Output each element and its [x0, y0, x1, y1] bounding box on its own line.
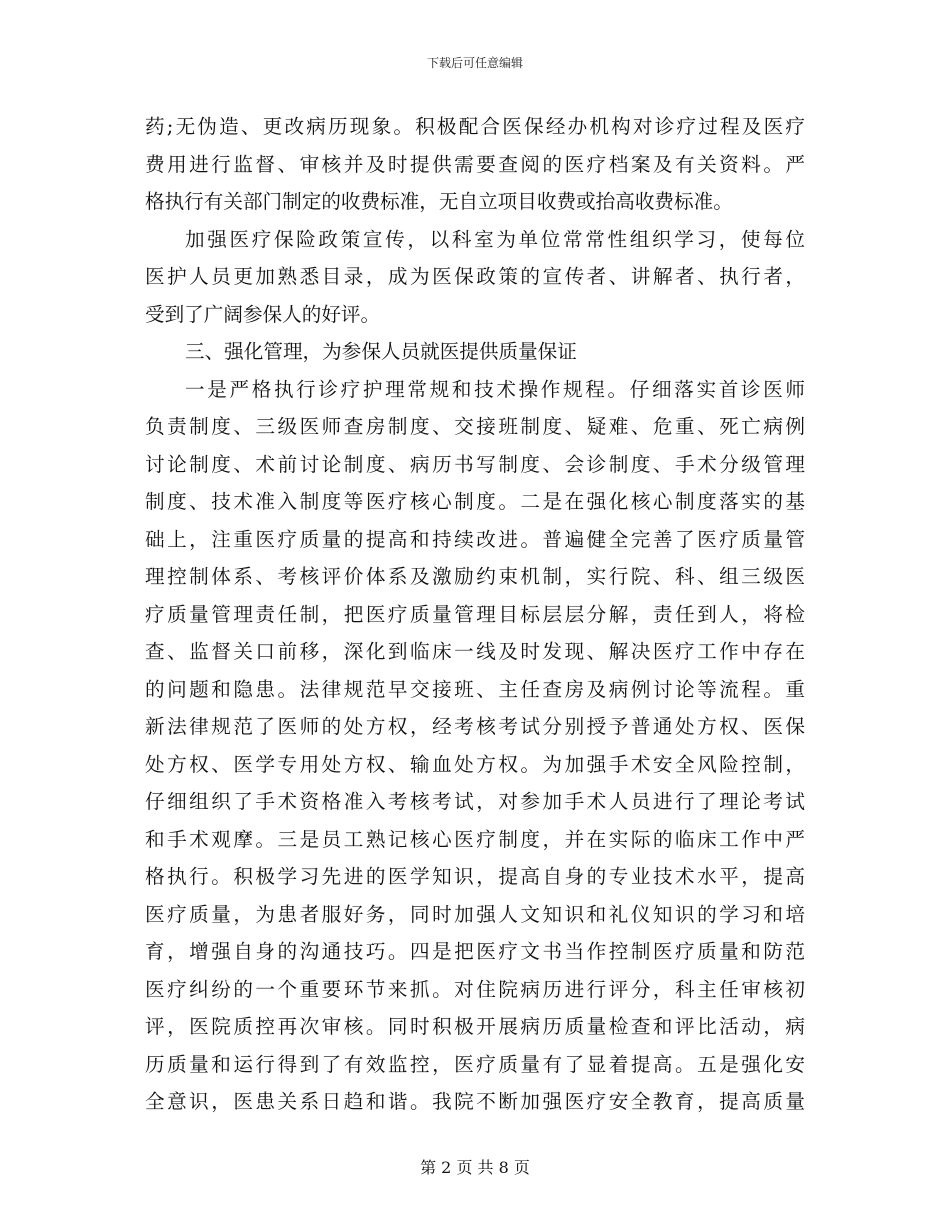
- page-header: 下载后可任意编辑: [426, 56, 523, 70]
- text-line: 加强医疗保险政策宣传，以科室为单位常常性组织学习，使每位: [185, 227, 805, 251]
- page-footer: 第 2 页 共 8 页: [420, 1158, 530, 1177]
- text-line: 育，增强自身的沟通技巧。四是把医疗文书当作控制医疗质量和防范: [145, 940, 805, 963]
- text-line: 制度、技术准入制度等医疗核心制度。二是在强化核心制度落实的基: [145, 490, 805, 513]
- text-line: 和手术观摩。三是员工熟记核心医疗制度，并在实际的临床工作中严: [145, 827, 805, 851]
- text-line: 医疗纠纷的一个重要环节来抓。对住院病历进行评分，科主任审核初: [145, 977, 805, 1001]
- text-line: 费用进行监督、审核并及时提供需要查阅的医疗档案及有关资料。严: [145, 152, 805, 176]
- text-line: 一是严格执行诊疗护理常规和技术操作规程。仔细落实首诊医师: [185, 377, 805, 401]
- text-line: 全意识，医患关系日趋和谐。我院不断加强医疗安全教育，提高质量: [145, 1090, 805, 1113]
- body-text: [145, 108, 805, 1121]
- text-line: 疗质量管理责任制，把医疗质量管理目标层层分解，责任到人，将检: [145, 602, 805, 626]
- text-line: 医疗质量，为患者服好务，同时加强人文知识和礼仪知识的学习和培: [145, 902, 805, 926]
- text-line: 负责制度、三级医师查房制度、交接班制度、疑难、危重、死亡病例: [145, 415, 805, 438]
- text-line: 新法律规范了医师的处方权，经考核考试分别授予普通处方权、医保: [145, 715, 805, 738]
- text-line: 评，医院质控再次审核。同时积极开展病历质量检查和评比活动，病: [145, 1015, 805, 1038]
- text-line: 仔细组织了手术资格准入考核考试，对参加手术人员进行了理论考试: [145, 790, 805, 813]
- text-line: 础上，注重医疗质量的提高和持续改进。普遍健全完善了医疗质量管: [145, 527, 805, 551]
- text-line: 理控制体系、考核评价体系及激励约束机制，实行院、科、组三级医: [145, 565, 805, 588]
- text-line: 查、监督关口前移，深化到临床一线及时发现、解决医疗工作中存在: [145, 640, 805, 663]
- text-line: 讨论制度、术前讨论制度、病历书写制度、会诊制度、手术分级管理: [145, 452, 805, 476]
- text-line: 格执行有关部门制定的收费标准，无自立项目收费或抬高收费标准。: [145, 190, 733, 213]
- section-heading: 三、强化管理，为参保人员就医提供质量保证: [185, 340, 577, 363]
- text-line: 格执行。积极学习先进的医学知识，提高自身的专业技术水平，提高: [145, 865, 805, 888]
- text-line: 药;无伪造、更改病历现象。积极配合医保经办机构对诊疗过程及医疗: [145, 115, 805, 138]
- text-line: 历质量和运行得到了有效监控，医疗质量有了显着提高。五是强化安: [145, 1052, 805, 1076]
- text-line: 受到了广阔参保人的好评。: [145, 302, 381, 326]
- text-line: 医护人员更加熟悉目录，成为医保政策的宣传者、讲解者、执行者，: [145, 265, 805, 288]
- text-line: 处方权、医学专用处方权、输血处方权。为加强手术安全风险控制，: [145, 752, 805, 776]
- text-line: 的问题和隐患。法律规范早交接班、主任查房及病例讨论等流程。重: [145, 677, 805, 701]
